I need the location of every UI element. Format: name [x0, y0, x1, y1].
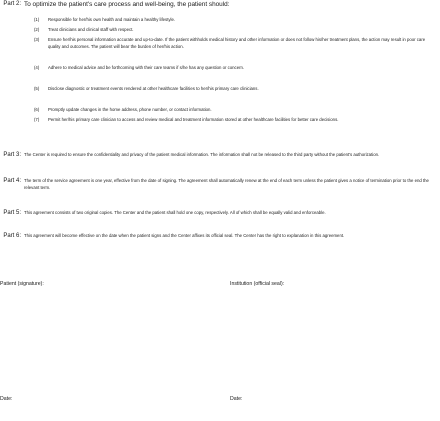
institution-date-label: Date: — [230, 396, 243, 402]
list-item — [34, 16, 434, 23]
item-number: (4) — [34, 65, 40, 70]
part-2-title: To optimize the patient's care process and well-being, the patient should: — [24, 1, 230, 8]
item-text: Promptly update changes in the home address, phone number, or contact information. — [48, 107, 212, 112]
item-number: (1) — [34, 17, 40, 22]
item-number: (7) — [34, 117, 40, 122]
institution-seal-label: Institution (official seal): — [230, 281, 285, 287]
item-number: (2) — [34, 27, 40, 32]
list-item — [34, 26, 434, 33]
item-text: Responsible for her/his own health and maintain a healthy lifestyle. — [48, 17, 176, 22]
part-6-row — [0, 232, 436, 239]
part-4-row — [0, 177, 436, 192]
item-number: (3) — [34, 37, 40, 42]
part-5-label: Part 5: — [3, 210, 21, 216]
item-text: Adhere to medical advice and be forthcoming with their care teams if s/he has any question or concern. — [48, 65, 245, 70]
item-number: (5) — [34, 86, 40, 91]
patient-signature-label: Patient (signature): — [0, 281, 44, 287]
item-text: Disclose diagnostic or treatment events rendered at other healthcare facilities to her/his primary care clinicians. — [48, 86, 259, 91]
part-2-heading-row — [0, 0, 436, 9]
part-2-label: Part 2: — [3, 1, 21, 7]
patient-date-label: Date: — [0, 396, 13, 402]
part-6-text: This agreement will become effective on the date when the patient signs and the Center affixes its official seal. The Center has the right to explanation in this agreement. — [24, 233, 345, 238]
list-item — [34, 36, 434, 51]
item-number: (6) — [34, 107, 40, 112]
item-text: Permit her/his primary care clinician to access and review medical and treatment information stored at other healthcare facilities for better care decisions. — [48, 117, 339, 122]
part-3-text: The Center is required to ensure the confidentiality and privacy of the patient medical information. The information shall not be released to the third party without the patient's authorization. — [24, 152, 380, 157]
list-item — [34, 85, 434, 92]
list-item — [34, 116, 434, 123]
part-4-label: Part 4: — [3, 178, 21, 184]
part-5-text: This agreement consists of two original copies. The Center and the patient shall hold one copy, respectively. All of which shall be equally valid and enforceable. — [24, 210, 326, 215]
item-text: Ensure her/his personal information accurate and up-to-date. If the patient withholds medical history and other information or does not follow his/her treatment plans, the action may result in poor care quality and outcomes. The patient will bear the burden of her/his action. — [48, 37, 426, 50]
part-5-row — [0, 209, 436, 216]
item-text: Treat clinicians and clinical staff with respect. — [48, 27, 134, 32]
part-6-label: Part 6: — [3, 233, 21, 239]
list-item — [34, 106, 434, 113]
part-3-label: Part 3: — [3, 152, 21, 158]
list-item — [34, 64, 434, 71]
part-4-text: The term of the service agreement is one year, effective from the date of signing. The agreement shall automatically renew at the end of each term unless the patient gives a notice of termination prior to the end the relevant term. — [24, 178, 429, 191]
part-3-row — [0, 151, 436, 158]
